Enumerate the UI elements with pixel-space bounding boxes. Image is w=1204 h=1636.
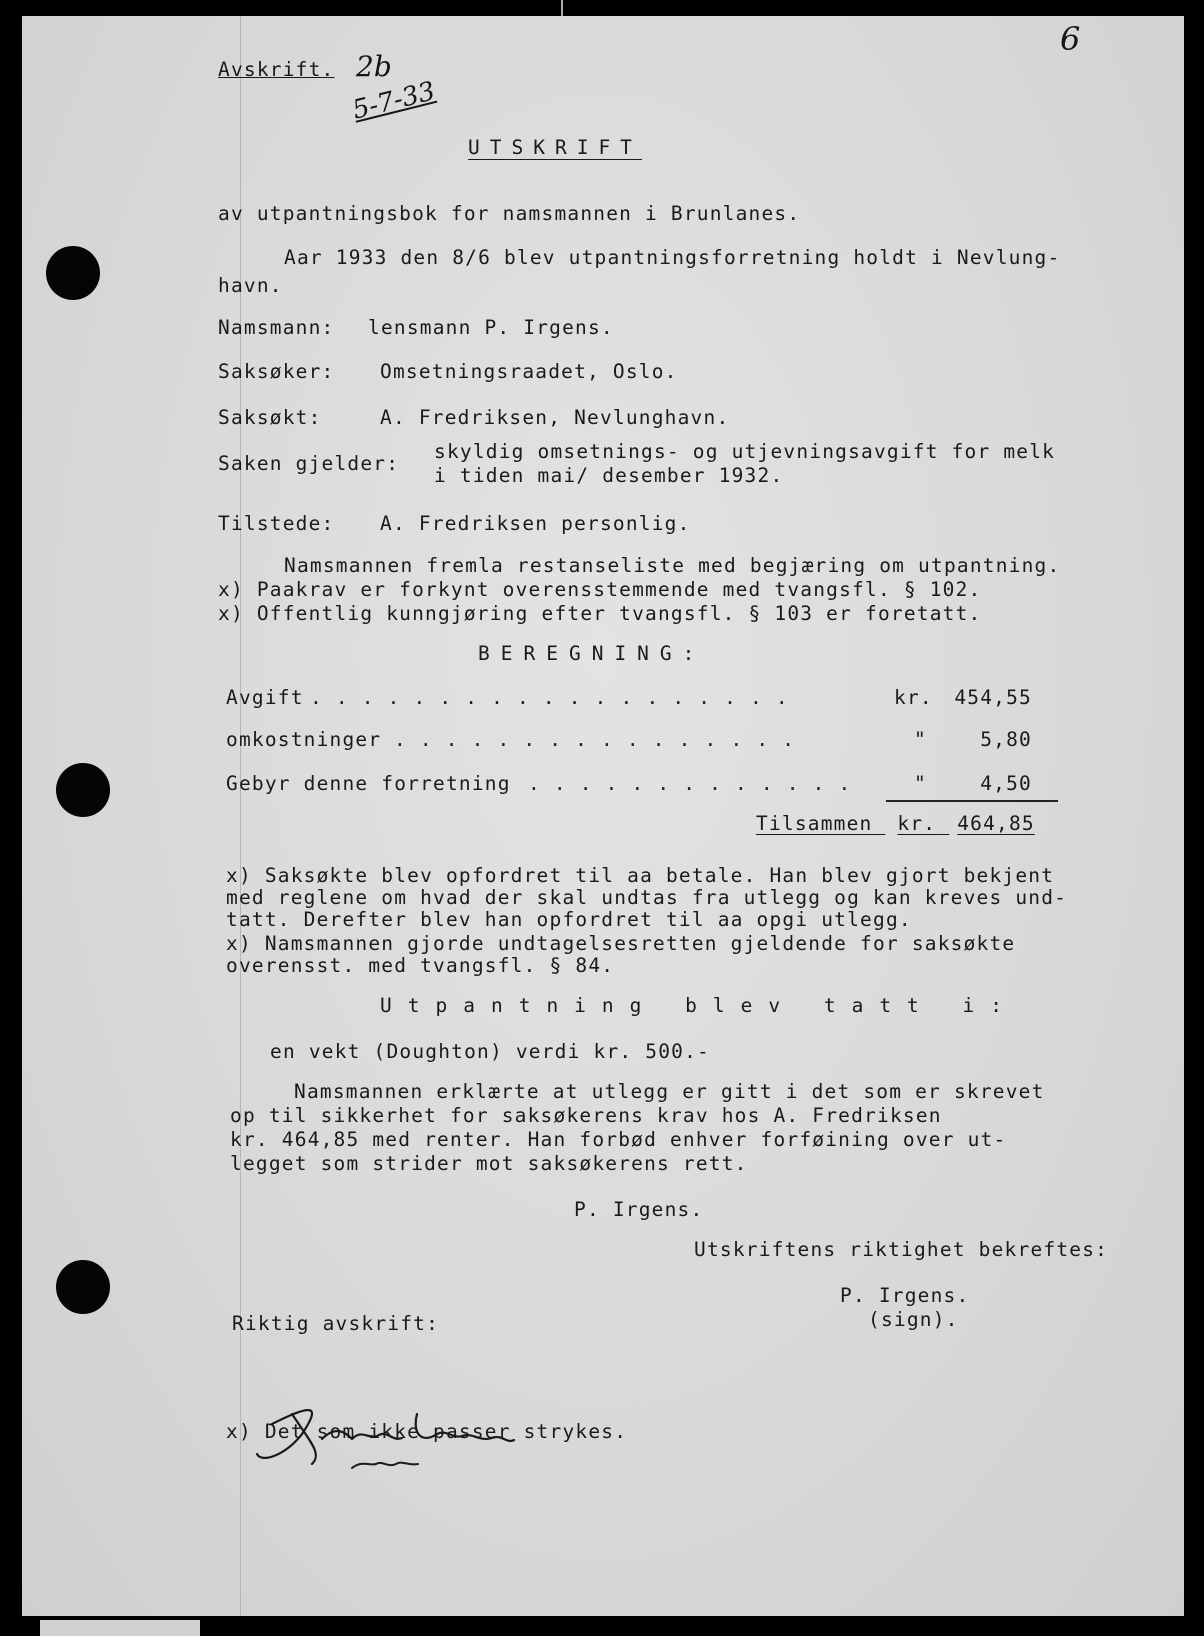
- calc-currency: ": [914, 772, 927, 795]
- declaration-line-1: Namsmannen erklærte at utlegg er gitt i det som er skrevet: [294, 1080, 1045, 1103]
- field-value-saken-2: i tiden mai/ desember 1932.: [434, 464, 784, 487]
- calc-amount: 454,55: [954, 686, 1032, 709]
- opening-line-1: Aar 1933 den 8/6 blev utpantningsforretning holdt i Nevlung-: [284, 246, 1061, 269]
- officer-signature: P. Irgens.: [574, 1198, 704, 1221]
- field-label-saken: Saken gjelder:: [218, 452, 400, 475]
- presentation-line-1: Namsmannen fremla restanseliste med begjæring om utpantning.: [284, 554, 1061, 577]
- sum-rule: [886, 800, 1058, 802]
- certification-text: Utskriftens riktighet bekreftes:: [694, 1238, 1109, 1261]
- punch-hole: [56, 763, 110, 817]
- field-label-saksoker: Saksøker:: [218, 360, 335, 383]
- calc-amount: 4,50: [980, 772, 1032, 795]
- certifier-sign: (sign).: [868, 1308, 959, 1331]
- field-value-saksoker: Omsetningsraadet, Oslo.: [380, 360, 678, 383]
- field-value-saken: skyldig omsetnings- og utjevningsavgift for melk: [434, 440, 1056, 463]
- field-label-saksokt: Saksøkt:: [218, 406, 322, 429]
- total-currency: kr.: [897, 812, 937, 835]
- handwritten-date: 5-7-33: [349, 76, 439, 126]
- leader-dots: . . . . . . . . . . . . . . . .: [394, 728, 796, 751]
- demand-line-4: x) Namsmannen gjorde undtagelsesretten gjeldende for saksøkte: [226, 932, 1016, 955]
- calc-currency: kr.: [894, 686, 933, 709]
- presentation-line-3: x) Offentlig kunngjøring efter tvangsfl. § 103 er foretatt.: [218, 602, 982, 625]
- document-sheet: [22, 16, 1184, 1616]
- calc-label: Avgift: [226, 686, 304, 709]
- declaration-line-3: kr. 464,85 med renter. Han forbød enhver forføining over ut-: [230, 1128, 1007, 1151]
- total-label: Tilsammen: [756, 812, 873, 835]
- field-label-tilstede: Tilstede:: [218, 512, 335, 535]
- margin-line: [240, 16, 241, 1616]
- field-label-namsmann: Namsmann:: [218, 316, 335, 339]
- document-title: UTSKRIFT: [468, 136, 642, 159]
- calc-currency: ": [914, 728, 927, 751]
- scan-edge-mark: [561, 0, 563, 16]
- copy-certification-label: Riktig avskrift:: [232, 1312, 440, 1335]
- calc-row-omkostninger: [226, 728, 1032, 754]
- demand-line-1: x) Saksøkte blev opfordret til aa betale. Han blev gjort bekjent: [226, 864, 1055, 887]
- page-number: 6: [1060, 20, 1081, 58]
- punch-hole: [56, 1260, 110, 1314]
- presentation-line-2: x) Paakrav er forkynt overensstemmende med tvangsfl. § 102.: [218, 578, 982, 601]
- field-value-namsmann: lensmann P. Irgens.: [368, 316, 614, 339]
- footnote: x) Det som ikke passer strykes.: [226, 1420, 628, 1443]
- declaration-line-4: legget som strider mot saksøkerens rett.: [230, 1152, 748, 1175]
- calc-label: omkostninger: [226, 728, 382, 751]
- calculation-heading: BEREGNING:: [478, 642, 706, 665]
- declaration-line-2: op til sikkerhet for saksøkerens krav hos A. Fredriksen: [230, 1104, 942, 1127]
- field-value-saksokt: A. Fredriksen, Nevlunghavn.: [380, 406, 730, 429]
- seizure-heading: Utpantning blev tatt i:: [380, 994, 1019, 1017]
- scan-label-tab: [40, 1620, 200, 1636]
- copy-label: Avskrift.: [218, 58, 335, 81]
- demand-line-3: tatt. Derefter blev han opfordret til aa opgi utlegg.: [226, 908, 912, 931]
- total-row: [756, 812, 1035, 835]
- field-value-tilstede: A. Fredriksen personlig.: [380, 512, 691, 535]
- calc-label: Gebyr denne forretning: [226, 772, 511, 795]
- demand-line-2: med reglene om hvad der skal undtas fra utlegg og kan kreves und-: [226, 886, 1068, 909]
- opening-line-2: havn.: [218, 274, 283, 297]
- calc-row-avgift: [226, 686, 1032, 712]
- demand-line-5: overensst. med tvangsfl. § 84.: [226, 954, 615, 977]
- intro-line: av utpantningsbok for namsmannen i Brunlanes.: [218, 202, 801, 225]
- calc-row-gebyr: [226, 772, 1032, 798]
- certifier-name: P. Irgens.: [840, 1284, 970, 1307]
- handwritten-number: 2b: [356, 50, 392, 83]
- seizure-item: en vekt (Doughton) verdi kr. 500.-: [270, 1040, 710, 1063]
- leader-dots: . . . . . . . . . . . . . . . . . . .: [310, 686, 789, 709]
- punch-hole: [46, 246, 100, 300]
- calc-amount: 5,80: [980, 728, 1032, 751]
- leader-dots: . . . . . . . . . . . . .: [528, 772, 852, 795]
- total-amount: 464,85: [957, 812, 1035, 835]
